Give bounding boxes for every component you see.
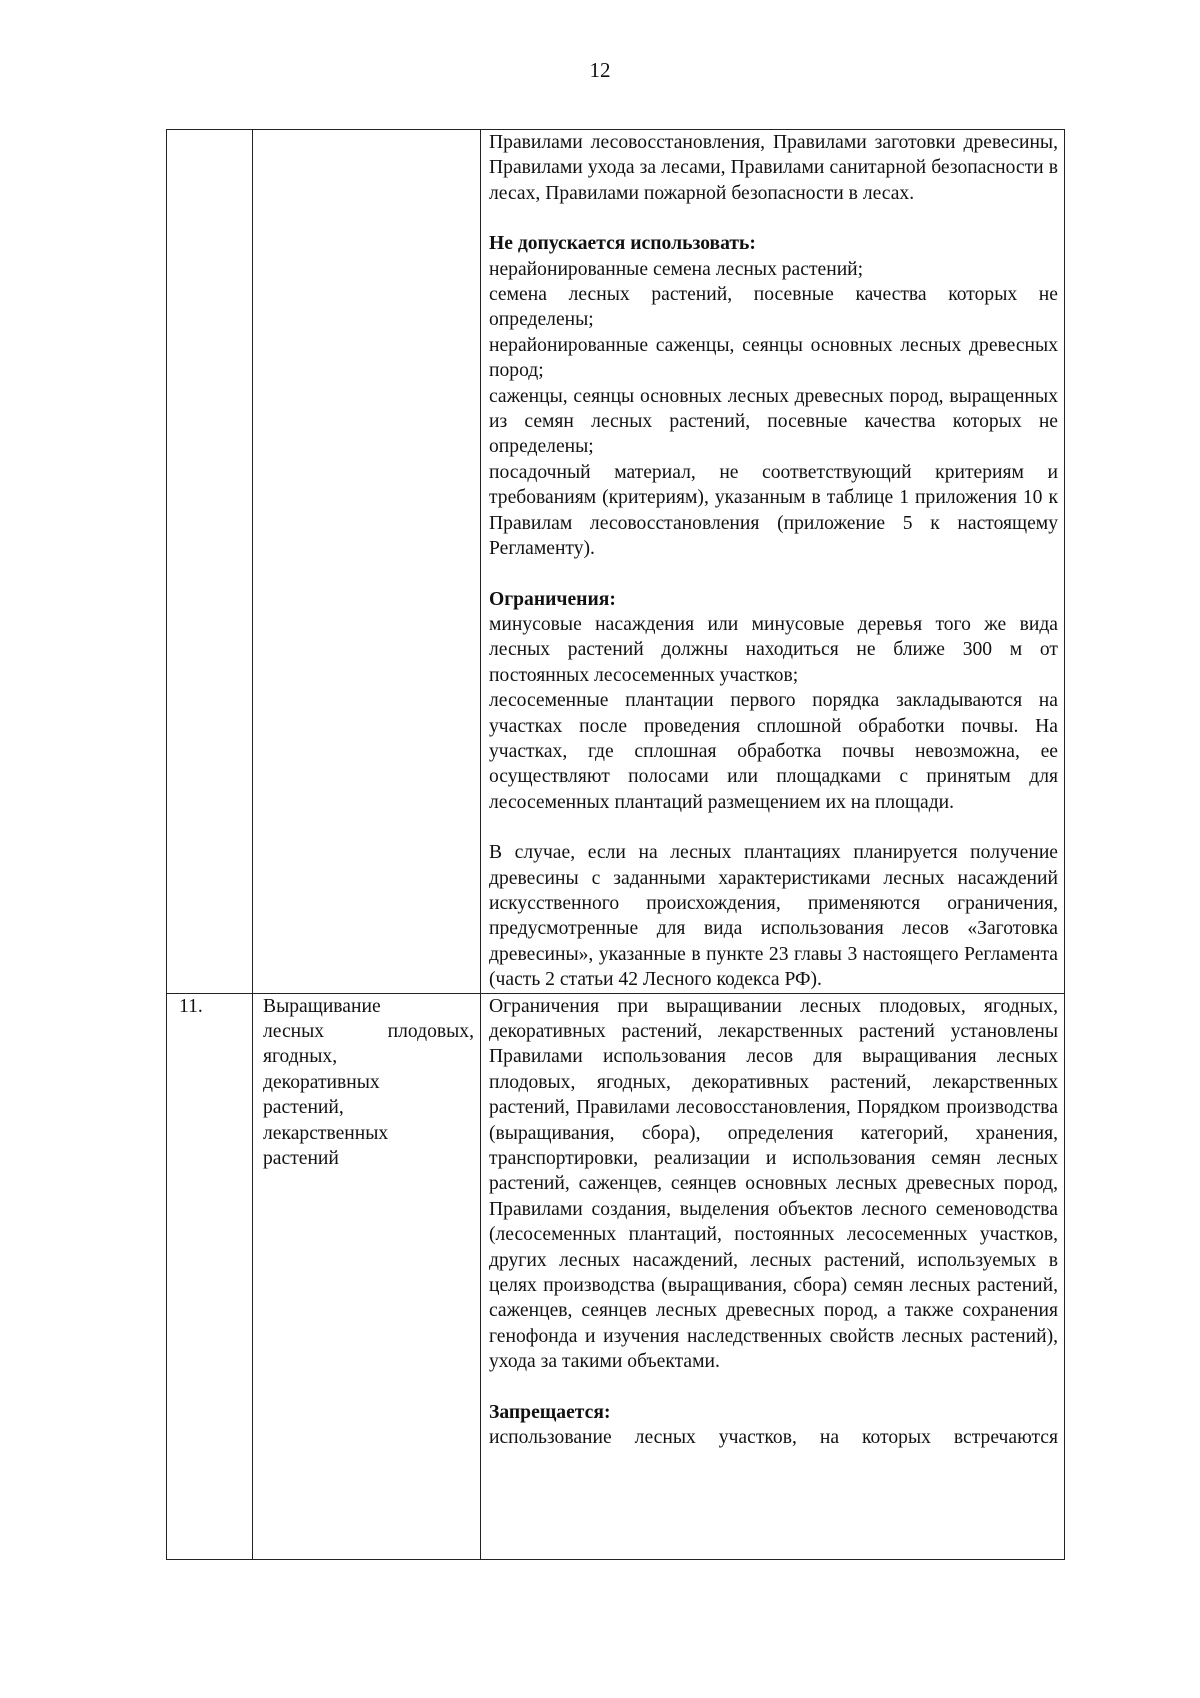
- use-type-cell: [253, 130, 481, 994]
- table-row: [167, 130, 1065, 994]
- use-type-line: растений,: [263, 1097, 344, 1119]
- list-item: лесосеменные плантации первого порядка закладываются на участках после проведения сплошной обработки почвы. На участках, где сплошная обработка почвы невозможна, ее осуществляют полосами или площадками с принятым для лесосеменных плантаций размещением их на площади.: [489, 690, 1058, 813]
- use-type-line: ягодных,: [263, 1046, 338, 1068]
- list-item: семена лесных растений, посевные качества которых не определены;: [489, 284, 1058, 331]
- list-item: нерайонированные саженцы, сеянцы основных лесных древесных пород;: [489, 334, 1058, 382]
- list-item: саженцы, сеянцы основных лесных древесных пород, выращенных из семян лесных растений, посевные качества которых не определены;: [489, 385, 1058, 458]
- use-type-cell: [253, 993, 481, 1559]
- list-item: посадочный материал, не соответствующий критериям и требованиям (критериям), указанным в таблице 1 приложения 10 к Правилам лесовосстановления (приложение 5 к настоящему Регламенту).: [489, 461, 1058, 560]
- description-paragraph: Ограничения при выращивании лесных плодовых, ягодных, декоративных растений, лекарственных растений установлены Правилами использования лесов для выращивания лесных плодовых, ягодных, декоративных растений, лекарственных растений, Правилами лесовосстановления, Порядком производства (выращивания, сбора), определения категорий, хранения, транспортировки, реализации и использования семян лесных растений, саженцев, сеянцев основных лесных древесных пород, Правилами создания, выделения объектов лесного семеноводства (лесосеменных плантаций, постоянных лесосеменных участков, других лесных насаждений, лесных растений, используемых в целях производства (выращивания, сбора) семян лесных растений, саженцев, сеянцев лесных древесных пород, а также сохранения генофонда и изучения наследственных свойств лесных растений), ухода за такими объектами.: [489, 995, 1058, 1373]
- prohibited-heading: Запрещается:: [489, 1401, 611, 1423]
- description-cell: [481, 993, 1065, 1559]
- use-type-line: декоративных: [263, 1071, 380, 1093]
- not-allowed-heading: Не допускается использовать:: [489, 233, 756, 255]
- use-type-line: лесных плодовых,: [263, 1021, 474, 1042]
- page-number: 12: [589, 58, 611, 82]
- list-item: нерайонированные семена лесных растений;: [489, 258, 864, 280]
- table-row: [167, 993, 1065, 1559]
- intro-paragraph: Правилами лесовосстановления, Правилами заготовки древесины, Правилами ухода за лесами, Правилами санитарной безопасности в лесах, Правилами пожарной безопасности в лесах.: [489, 132, 1058, 204]
- use-type-line: растений: [263, 1148, 339, 1170]
- use-type-line: лекарственных: [263, 1122, 389, 1144]
- closing-paragraph: В случае, если на лесных плантациях планируется получение древесины с заданными характеристиками лесных насаждений искусственного происхождения, применяются ограничения, предусмотренные для вида использования лесов «Заготовка древесины», указанные в пункте 23 главы 3 настоящего Регламента (часть 2 статьи 42 Лесного кодекса РФ).: [489, 842, 1058, 991]
- description-cell: [481, 130, 1065, 994]
- list-item: минусовые насаждения или минусовые деревья того же вида лесных растений должны находиться не ближе 300 м от постоянных лесосеменных участков;: [489, 613, 1058, 686]
- row-number-cell: 11.: [167, 993, 253, 1559]
- use-type-line: Выращивание: [263, 995, 381, 1017]
- list-item: использование лесных участков, на которых встречаются: [489, 1427, 1058, 1449]
- restrictions-heading: Ограничения:: [489, 588, 616, 610]
- regulation-table: [166, 129, 1065, 1560]
- row-number-cell: [167, 130, 253, 994]
